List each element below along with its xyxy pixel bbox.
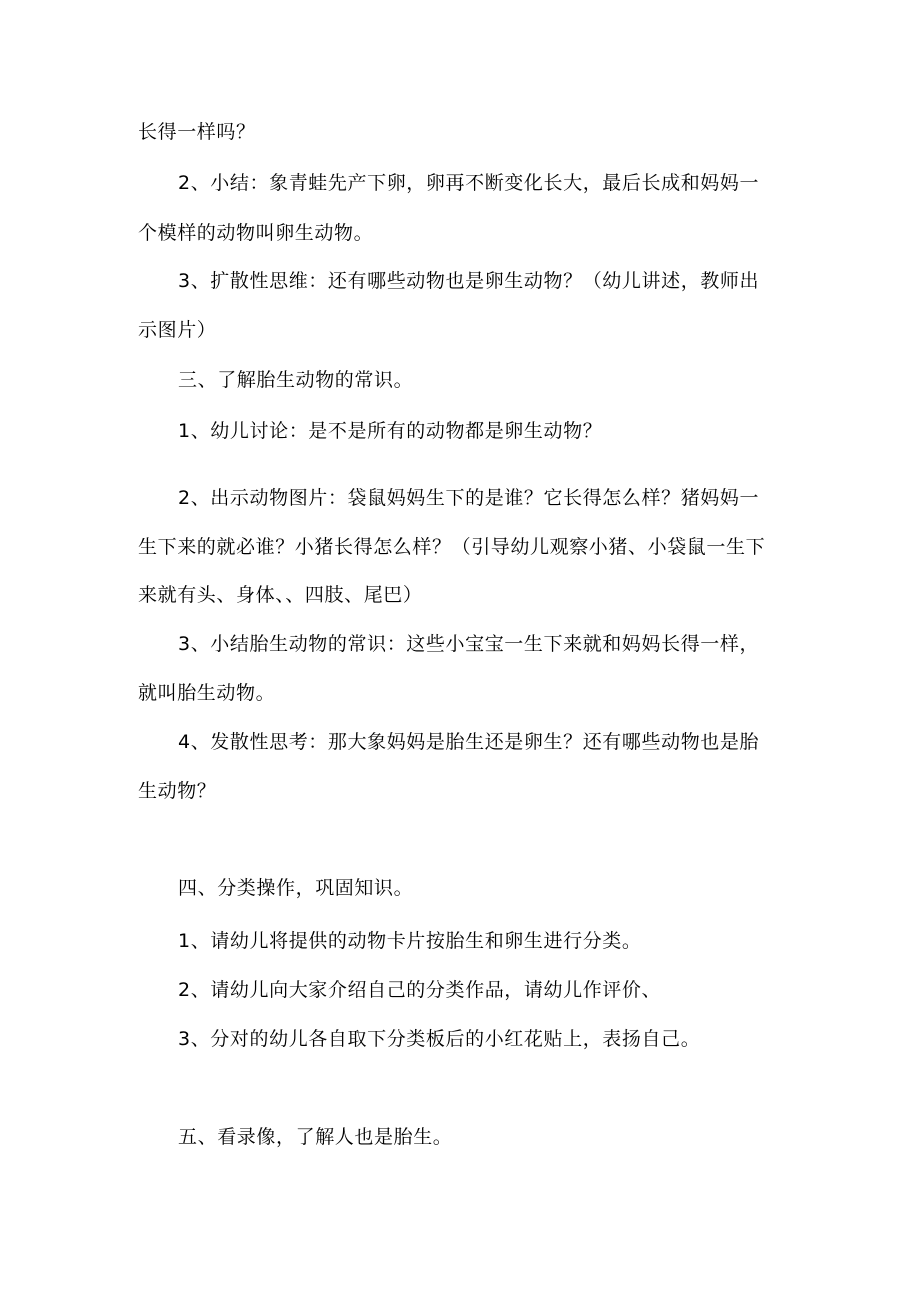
text-line: 长得一样吗？ [138, 121, 256, 143]
text-line: 示图片） [138, 319, 217, 341]
text-line: 2、出示动物图片：袋鼠妈妈生下的是谁？它长得怎么样？猪妈妈一 [178, 487, 760, 509]
section-heading: 三、了解胎生动物的常识。 [178, 369, 414, 391]
text-line: 3、扩散性思维：还有哪些动物也是卵生动物？（幼儿讲述，教师出 [178, 270, 760, 292]
text-line: 3、分对的幼儿各自取下分类板后的小红花贴上，表扬自己。 [178, 1028, 701, 1050]
text-line: 来就有头、身体、、四肢、尾巴） [138, 584, 423, 606]
text-line: 2、小结：象青蛙先产下卵，卵再不断变化长大，最后长成和妈妈一 [178, 172, 760, 194]
text-line: 4、发散性思考：那大象妈妈是胎生还是卵生？还有哪些动物也是胎 [178, 731, 760, 753]
text-line: 生下来的就必谁？小猪长得怎么样？（引导幼儿观察小猪、小袋鼠一生下 [138, 536, 766, 558]
section-heading: 五、看录像，了解人也是胎生。 [178, 1126, 453, 1148]
text-line: 个模样的动物叫卵生动物。 [138, 222, 374, 244]
text-line: 1、幼儿讨论：是不是所有的动物都是卵生动物？ [178, 420, 603, 442]
section-heading: 四、分类操作，巩固知识。 [178, 877, 414, 899]
text-line: 3、小结胎生动物的常识：这些小宝宝一生下来就和妈妈长得一样， [178, 633, 760, 655]
text-line: 1、请幼儿将提供的动物卡片按胎生和卵生进行分类。 [178, 930, 642, 952]
text-line: 就叫胎生动物。 [138, 682, 276, 704]
text-line: 2、请幼儿向大家介绍自己的分类作品，请幼儿作评价、 [178, 979, 662, 1001]
text-line: 生动物？ [138, 780, 217, 802]
